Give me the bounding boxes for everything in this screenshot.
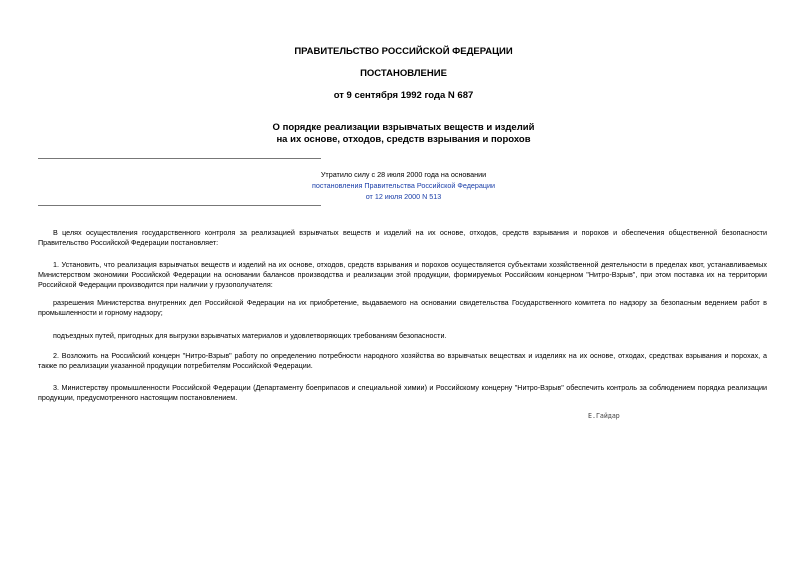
paragraph-item-2: 2. Возложить на Российский концерн "Нитро-Взрыв" работу по определению потребности народного хозяйства во взрывчатых веществах и изделиях на их основе, отходах, средствах взрывания и порохах, а также по реализации указанной продукции потребителям Российской Федерации.: [38, 351, 767, 370]
status-note-link-line-3[interactable]: от 12 июля 2000 N 513: [365, 192, 442, 201]
paragraph-preamble: В целях осуществления государственного контроля за реализацией взрывчатых веществ и изделий на их основе, отходов, средств взрывания и порохов и обеспечения общественной безопасности Правительство Российской Федерации постановляет:: [38, 228, 767, 247]
paragraph-item-1-condition-b: подъездных путей, пригодных для выгрузки взрывчатых материалов и удовлетворяющих требованиям безопасности.: [53, 331, 447, 340]
paragraph-item-1: 1. Установить, что реализация взрывчатых веществ и изделий на их основе, отходов, средств взрывания и порохов осуществляется субъектами хозяйственной деятельности в пределах квот, устанавливаемых Министерством экономики Российской Федерации на основании балансов производства и реализации этой продукции, формируемых Российским концерном "Нитро-Взрыв", при этом поставка их на территории Российской Федерации производится при наличии у грузополучателя:: [38, 260, 767, 289]
paragraph-item-3: 3. Министерству промышленности Российской Федерации (Департаменту боеприпасов и специальной химии) и Российскому концерну "Нитро-Взрыв" обеспечить контроль за соблюдением порядка реализации продукции, предусмотренного настоящим постановлением.: [38, 383, 767, 402]
divider-top: [38, 158, 321, 159]
signature: Е.Гайдар: [588, 412, 620, 420]
government-heading: ПРАВИТЕЛЬСТВО РОССИЙСКОЙ ФЕДЕРАЦИИ: [294, 46, 513, 57]
document-title-line-1: О порядке реализации взрывчатых веществ и изделий: [272, 122, 535, 133]
document-title-line-2: на их основе, отходов, средств взрывания и порохов: [276, 134, 531, 145]
document-type-heading: ПОСТАНОВЛЕНИЕ: [360, 68, 447, 79]
date-number-heading: от 9 сентября 1992 года N 687: [333, 90, 474, 101]
status-note-link-line-2[interactable]: постановления Правительства Российской Федерации: [311, 181, 496, 190]
divider-bottom: [38, 205, 321, 206]
status-note-line-1: Утратило силу с 28 июля 2000 года на основании: [320, 170, 487, 179]
paragraph-item-1-condition-a: разрешения Министерства внутренних дел Российской Федерации на их приобретение, выдаваемого на основании свидетельства Государственного комитета по надзору за безопасным ведением работ в промышленности и горному надзору;: [38, 298, 767, 317]
